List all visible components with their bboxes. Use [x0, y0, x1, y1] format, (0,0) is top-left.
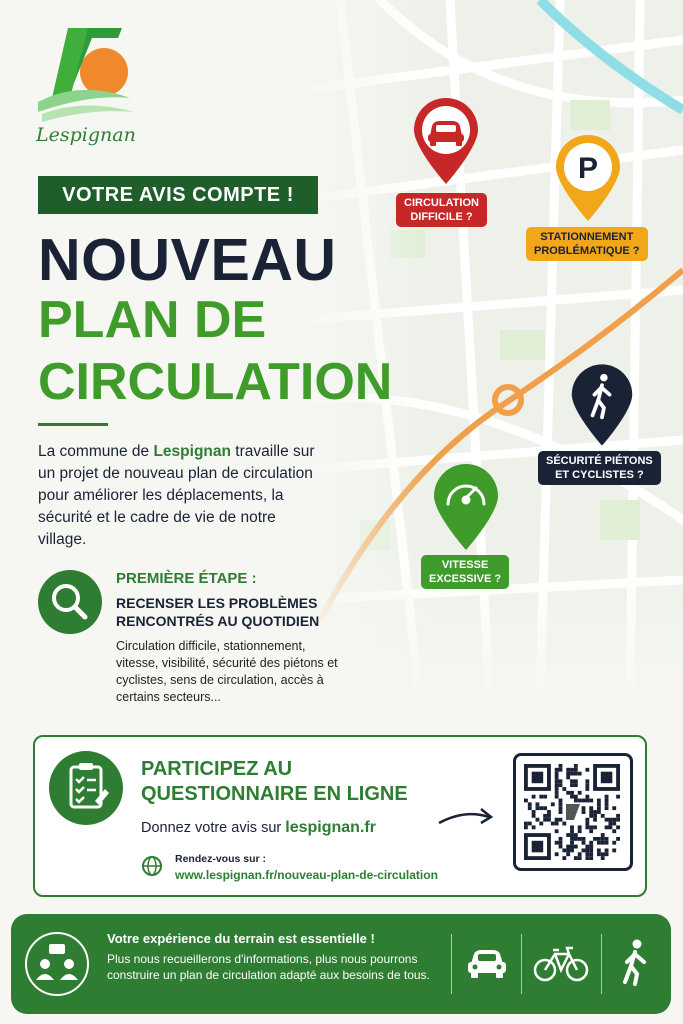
title-divider	[38, 423, 108, 426]
pin-pedestrian	[568, 362, 636, 452]
survey-panel	[33, 735, 647, 897]
votre-avis-badge: VOTRE AVIS COMPTE !	[38, 176, 318, 214]
title-line1: NOUVEAU	[38, 227, 337, 293]
logo-text: Lespignan	[36, 124, 136, 146]
pin-label-pedestrian: SÉCURITÉ PIÉTONS ET CYCLISTES ?	[538, 451, 661, 485]
qr-code[interactable]	[513, 753, 633, 871]
pedestrian-icon	[615, 938, 655, 990]
intro-paragraph: La commune de Lespignan travaille sur un projet de nouveau plan de circulation pour améliorer les déplacements, la sécurité et le cadre de vie de notre village.	[38, 443, 315, 548]
footer-text: Plus nous recueillerons d'informations, plus nous pourrons construire un plan de circulation adapté aux besoins de tous.	[107, 952, 430, 982]
pin-circulation	[410, 96, 482, 190]
pin-speed	[430, 462, 502, 556]
title-line2: PLAN DE	[38, 291, 267, 349]
step-description: Circulation difficile, stationnement, vitesse, visibilité, sécurité des piétons et cyclistes, sens de circulation, accès à certains secteurs...	[116, 639, 338, 704]
pin-parking	[552, 133, 624, 227]
step-subheading: RECENSER LES PROBLÈMES RENCONTRÉS AU QUOTIDIEN	[116, 595, 320, 629]
pin-label-circulation: CIRCULATION DIFFICILE ?	[396, 193, 487, 227]
step-heading: PREMIÈRE ÉTAPE :	[116, 570, 257, 587]
footer-divider	[601, 934, 602, 994]
intro-highlight: Lespignan	[153, 443, 231, 460]
globe-icon	[141, 855, 163, 877]
pin-label-parking: STATIONNEMENT PROBLÉMATIQUE ?	[526, 227, 648, 261]
footer-divider	[451, 934, 452, 994]
rendez-vous-label: Rendez-vous sur :	[175, 853, 267, 865]
survey-title: PARTICIPEZ AU QUESTIONNAIRE EN LIGNE	[141, 758, 408, 805]
map-background	[300, 0, 683, 700]
survey-url-link[interactable]: www.lespignan.fr/nouveau-plan-de-circulation	[175, 868, 438, 882]
footer-heading: Votre expérience du terrain est essentielle !	[107, 931, 375, 946]
footer-banner	[11, 914, 671, 1014]
community-icon	[25, 932, 89, 996]
search-icon	[38, 570, 102, 634]
survey-avis-text: Donnez votre avis sur lespignan.fr	[141, 819, 376, 836]
bicycle-icon	[531, 944, 591, 988]
pin-label-speed: VITESSE EXCESSIVE ?	[421, 555, 509, 589]
footer-divider	[521, 934, 522, 994]
car-icon	[463, 944, 511, 988]
clipboard-icon	[49, 751, 123, 825]
arrow-icon	[435, 803, 499, 833]
title-line3: CIRCULATION	[38, 353, 393, 411]
site-link[interactable]: lespignan.fr	[285, 819, 376, 836]
parking-icon: P	[577, 152, 599, 185]
